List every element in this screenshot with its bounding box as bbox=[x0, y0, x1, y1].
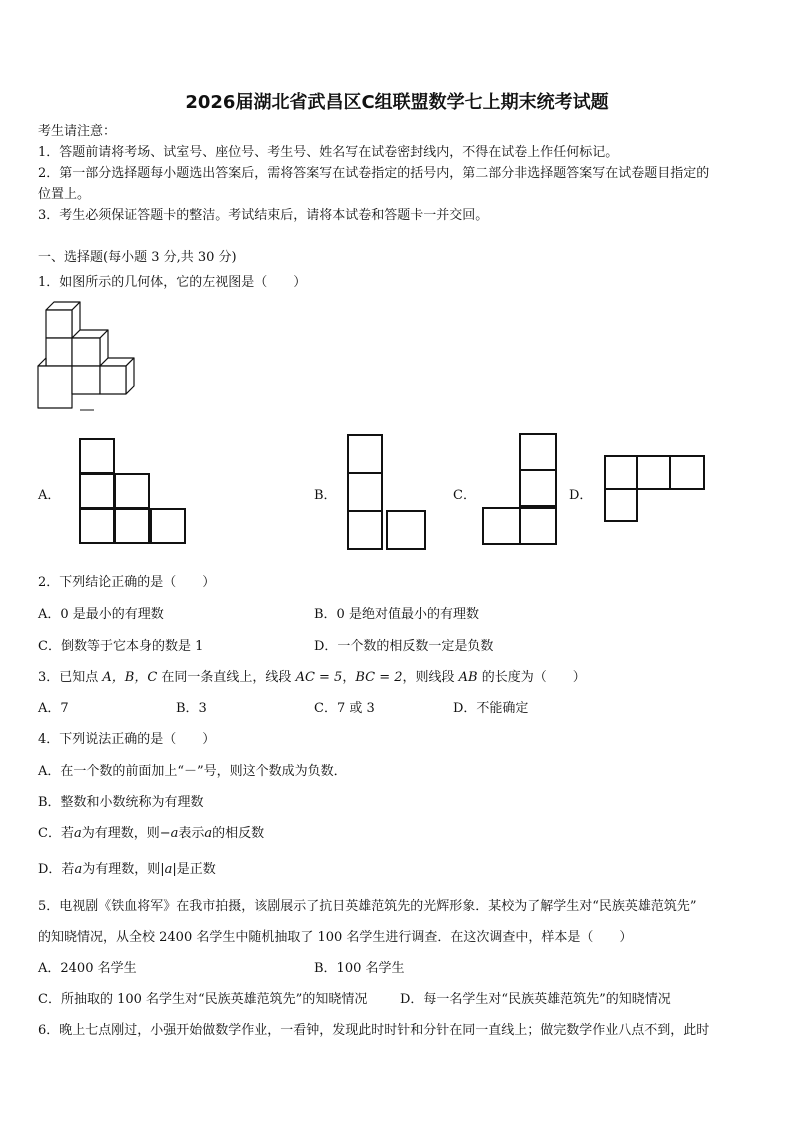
q2-stem: 2．下列结论正确的是（ ） bbox=[38, 575, 216, 590]
q1-stem: 1．如图所示的几何体，它的左视图是（ ） bbox=[38, 275, 307, 290]
q2-option-b[interactable]: B．0 是绝对值最小的有理数 bbox=[314, 607, 479, 622]
q4-option-b[interactable]: B．整数和小数统称为有理数 bbox=[38, 795, 204, 810]
q4-option-d[interactable]: D．若a为有理数，则|a|是正数 bbox=[38, 862, 216, 877]
q1-option-c-label[interactable]: C． bbox=[453, 488, 476, 503]
q2-option-c[interactable]: C．倒数等于它本身的数是 1 bbox=[38, 639, 204, 654]
q3-option-c[interactable]: C．7 或 3 bbox=[314, 701, 375, 716]
q5-option-b[interactable]: B．100 名学生 bbox=[314, 961, 405, 976]
q1-solid-figure bbox=[36, 298, 140, 416]
notice-item-2-cont: 位置上。 bbox=[38, 187, 91, 202]
q2-option-a[interactable]: A．0 是最小的有理数 bbox=[38, 607, 164, 622]
q3-option-b[interactable]: B．3 bbox=[176, 701, 207, 716]
q5-option-c[interactable]: C．所抽取的 100 名学生对“民族英雄范筑先”的知晓情况 bbox=[38, 992, 368, 1007]
q3-stem: 3．已知点 A，B，C 在同一条直线上，线段 AC = 5，BC = 2，则线段 AB 的长度为（ ） bbox=[38, 670, 586, 685]
q4-option-a[interactable]: A．在一个数的前面加上“－”号，则这个数成为负数． bbox=[38, 764, 347, 779]
q5-option-a[interactable]: A．2400 名学生 bbox=[38, 961, 137, 976]
notice-item-1: 1．答题前请将考场、试室号、座位号、考生号、姓名写在试卷密封线内，不得在试卷上作任何标记。 bbox=[38, 145, 619, 160]
q5-stem-line1: 5．电视剧《铁血将军》在我市拍摄，该剧展示了抗日英雄范筑先的光辉形象．某校为了解学生对“民族英雄范筑先” bbox=[38, 899, 697, 914]
q3-option-d[interactable]: D．不能确定 bbox=[453, 701, 529, 716]
q4-stem: 4．下列说法正确的是（ ） bbox=[38, 732, 216, 747]
q1-option-a-label[interactable]: A． bbox=[38, 488, 61, 503]
notice-item-3: 3．考生必须保证答题卡的整洁。考试结束后，请将本试卷和答题卡一并交回。 bbox=[38, 208, 489, 223]
notice-item-2: 2．第一部分选择题每小题选出答案后，需将答案写在试卷指定的括号内，第二部分非选择题答案写在试卷题目指定的 bbox=[38, 166, 710, 181]
section-heading: 一、选择题(每小题 3 分,共 30 分) bbox=[38, 250, 237, 265]
q1-option-b-label[interactable]: B． bbox=[314, 488, 337, 503]
q1-option-d-label[interactable]: D． bbox=[569, 488, 593, 503]
q3-option-a[interactable]: A．7 bbox=[38, 701, 69, 716]
q2-option-d[interactable]: D．一个数的相反数一定是负数 bbox=[314, 639, 494, 654]
q5-stem-line2: 的知晓情况，从全校 2400 名学生中随机抽取了 100 名学生进行调查．在这次调查中，样本是（ ） bbox=[38, 930, 633, 945]
q4-option-c[interactable]: C．若a为有理数，则−a表示a的相反数 bbox=[38, 826, 265, 841]
page-title: 2026届湖北省武昌区C组联盟数学七上期末统考试题 bbox=[185, 92, 609, 113]
notice-heading: 考生请注意： bbox=[38, 124, 117, 139]
q5-option-d[interactable]: D．每一名学生对“民族英雄范筑先”的知晓情况 bbox=[400, 992, 671, 1007]
q6-stem-line1: 6．晚上七点刚过，小强开始做数学作业，一看钟，发现此时时针和分针在同一直线上；做完数学作业八点不到，此时 bbox=[38, 1023, 710, 1038]
